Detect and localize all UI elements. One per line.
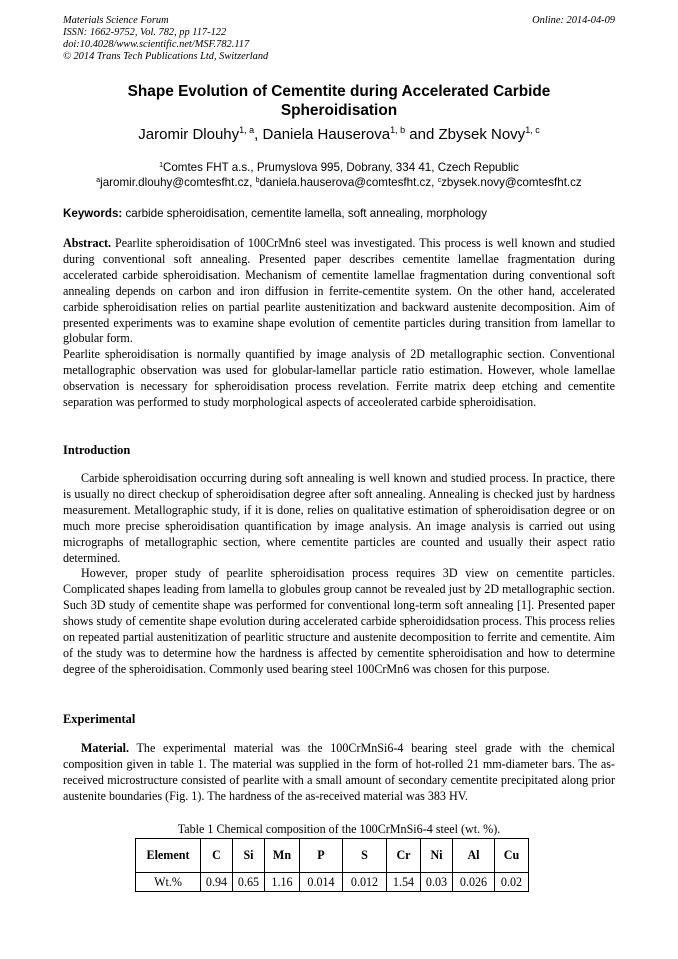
keywords-label: Keywords: — [63, 207, 123, 220]
table-header-cell: S — [343, 839, 387, 873]
abstract-paragraph-1 — [63, 236, 615, 347]
table-cell: 0.65 — [233, 873, 265, 892]
online-date: Online: 2014-04-09 — [532, 15, 615, 26]
table-header-row — [136, 839, 529, 873]
experimental-body — [63, 741, 615, 805]
author-list — [63, 126, 615, 144]
affiliation — [63, 160, 615, 190]
affiliation-sup: 1 — [159, 162, 163, 169]
introduction-paragraph-1: Carbide spheroidisation occurring during soft annealing is well known and studied process. In practice, there is usually no direct checkup of spheroidisation degree after soft annealing. Annealing is checked just by hardness measurement. Metallographic study, if it is done, relies on qualitative estimation of spheroidisation degree or on much more precise spheroidisation quantification by image analysis. An image analysis is carried out using micrographs of metallographic section, where cementite particles are counted and usually their aspect ratio determined. — [63, 471, 615, 565]
affiliation-text: Comtes FHT a.s., Prumyslova 995, Dobrany, 334 41, Czech Republic — [162, 161, 519, 174]
journal-header — [63, 15, 268, 63]
email-link[interactable]: daniela.hauserova@comtesfht.cz — [259, 176, 432, 189]
table-cell: 0.026 — [453, 873, 495, 892]
introduction-body — [63, 471, 615, 678]
author-sup: 1, a — [239, 125, 255, 135]
table-cell: 1.54 — [387, 873, 421, 892]
introduction-paragraph-2: However, proper study of pearlite spheroidisation process requires 3D view on cementite particles. Complicated shapes leading from lamella to globules group cannot be revealed just by 2D metallographic section. Such 3D study of cementite shape was performed for conventional long-term soft annealing [1]. Presented paper shows study of cementite shape evolution during accelerated carbide spheroididsation process. This process relies on repeated partial austenitization of pearlitic structure and austenite decomposition to ferrite and cementite. Aim of the study was to determine how the hardness is affected by cementite spheroidisation and how to determine degree of the spheroidisation. Commonly used bearing steel 100CrMn6 was chosen for this purpose. — [63, 566, 615, 676]
table-cell: 0.012 — [343, 873, 387, 892]
experimental-paragraph-1 — [63, 741, 615, 805]
paper-title — [63, 82, 615, 120]
material-text: The experimental material was the 100CrMnSi6-4 bearing steel grade with the chemical composition given in table 1. The material was supplied in the form of hot-rolled 21 mm-diameter bars. The as-received microstructure consisted of pearlite with a small amount of secondary cementite precipitated along prior austenite boundaries (Fig. 1). The hardness of the as-received material was 383 HV. — [63, 741, 615, 803]
abstract-paragraph-2: Pearlite spheroidisation is normally quantified by image analysis of 2D metallographic section. Conventional metallographic observation was used for globular-lamellar particle ratio estimation. However, whole lamellae observation is necessary for spheroidisation process revelation. Ferrite matrix deep etching and cementite separation was performed to study morphological aspects of acceolerated carbide spheroidisation. — [63, 347, 615, 410]
title-line-2: Spheroidisation — [280, 102, 398, 119]
keywords-text: carbide spheroidisation, cementite lamella, soft annealing, morphology — [122, 207, 488, 220]
email-separator: , — [249, 176, 256, 189]
author-sup: 1, b — [390, 125, 406, 135]
table-cell: 0.014 — [300, 873, 343, 892]
issn-line: ISSN: 1662-9752, Vol. 782, pp 117-122 — [63, 27, 227, 38]
table-header-cell: Si — [233, 839, 265, 873]
table-caption: Table 1 Chemical composition of the 100CrMnSi6-4 steel (wt. %). — [177, 822, 501, 836]
author-separator: , — [254, 126, 263, 143]
table-cell: 1.16 — [265, 873, 300, 892]
table-header-cell: P — [300, 839, 343, 873]
author-name: Zbysek Novy — [438, 126, 526, 143]
author-sup: 1, c — [525, 125, 540, 135]
affiliation-line — [63, 160, 615, 175]
table-cell: 0.02 — [495, 873, 529, 892]
doi-line: doi:10.4028/www.scientific.net/MSF.782.117 — [63, 39, 250, 50]
author-name: Daniela Hauserova — [262, 126, 391, 143]
abstract — [63, 236, 615, 411]
section-heading-introduction: Introduction — [63, 443, 131, 457]
table-header-cell: Mn — [265, 839, 300, 873]
section-heading-experimental: Experimental — [63, 712, 136, 726]
abstract-label: Abstract. — [63, 236, 112, 250]
table-header-cell: Al — [453, 839, 495, 873]
table-cell: 0.94 — [201, 873, 233, 892]
table-cell: 0.03 — [421, 873, 453, 892]
email-sup: c — [437, 177, 442, 184]
email-line — [63, 175, 615, 190]
email-separator: , — [431, 176, 438, 189]
author-name: Jaromir Dlouhy — [138, 126, 240, 143]
copyright-line: © 2014 Trans Tech Publications Ltd, Switzerland — [63, 51, 269, 62]
title-line-1: Shape Evolution of Cementite during Accelerated Carbide — [127, 83, 551, 100]
material-label: Material. — [81, 741, 130, 755]
author-and: and — [405, 126, 439, 143]
table-row — [136, 873, 529, 892]
email-sup: a — [96, 177, 101, 184]
composition-table — [135, 838, 529, 892]
email-link[interactable]: jaromir.dlouhy@comtesfht.cz — [100, 176, 250, 189]
keywords — [63, 206, 615, 221]
table-header-cell: Cu — [495, 839, 529, 873]
table-header-cell: Ni — [421, 839, 453, 873]
abstract-text: Pearlite spheroidisation of 100CrMn6 steel was investigated. This process is well known and studied during conventional soft annealing. Presented paper describes cementite lamellae fragmentation during accelerated carbide spheroidisation. Mechanism of cementite lamellae fragmentation during conventional soft annealing depends on carbon and iron diffusion in ferrite-cementite system. On the other hand, accelerated carbide spheroidisation relies on partial pearlite austenitization and backward austenite decomposition. Aim of presented experiments was to examine shape evolution of cementite particles during transition from lamellar to globular form. — [63, 236, 615, 346]
table-header-cell: C — [201, 839, 233, 873]
table-header-cell: Cr — [387, 839, 421, 873]
table-cell: Wt.% — [136, 873, 201, 892]
journal-name: Materials Science Forum — [63, 15, 169, 26]
email-sup: b — [255, 177, 260, 184]
email-link[interactable]: zbysek.novy@comtesfht.cz — [441, 176, 582, 189]
table-header-cell: Element — [136, 839, 201, 873]
